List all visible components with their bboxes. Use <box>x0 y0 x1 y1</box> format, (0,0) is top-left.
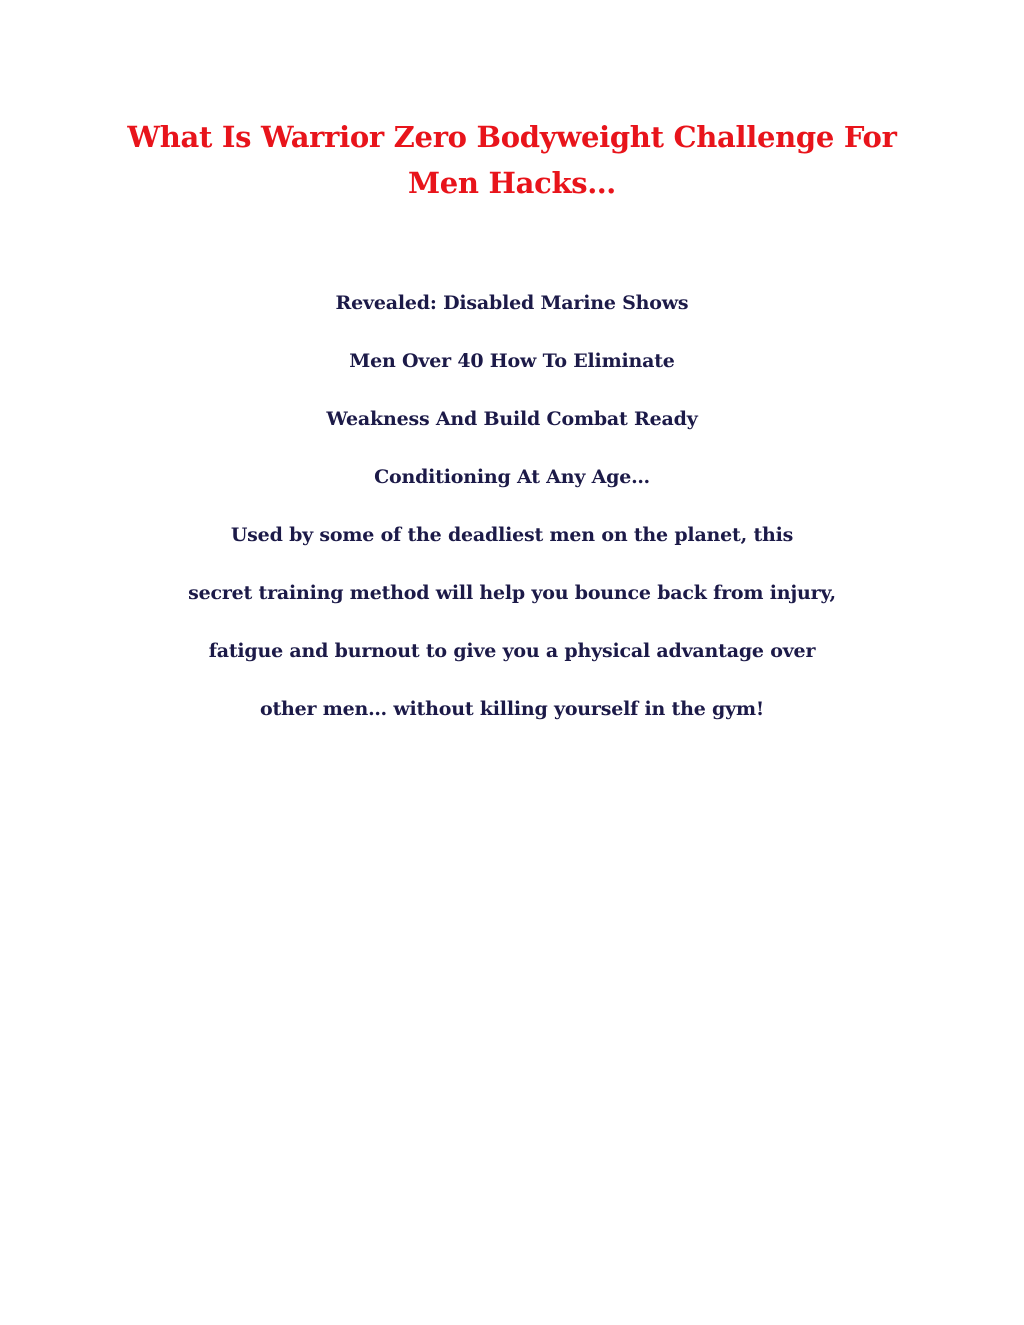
body-line-4: Conditioning At Any Age… <box>374 466 650 488</box>
page-title <box>100 114 924 206</box>
body-line-8: other men… without killing yourself in the gym! <box>259 698 765 720</box>
body-line-7: fatigue and burnout to give you a physical advantage over <box>208 640 816 662</box>
body-line-2: Men Over 40 How To Eliminate <box>349 350 675 372</box>
title-line-2: Men Hacks… <box>407 166 616 200</box>
body-line-3: Weakness And Build Combat Ready <box>326 408 698 430</box>
body-line-5: Used by some of the deadliest men on the planet, this <box>230 524 794 546</box>
body-line-1: Revealed: Disabled Marine Shows <box>335 292 689 314</box>
body-line-6: secret training method will help you bounce back from injury, <box>188 582 836 604</box>
title-line-1: What Is Warrior Zero Bodyweight Challenge For <box>127 120 897 154</box>
